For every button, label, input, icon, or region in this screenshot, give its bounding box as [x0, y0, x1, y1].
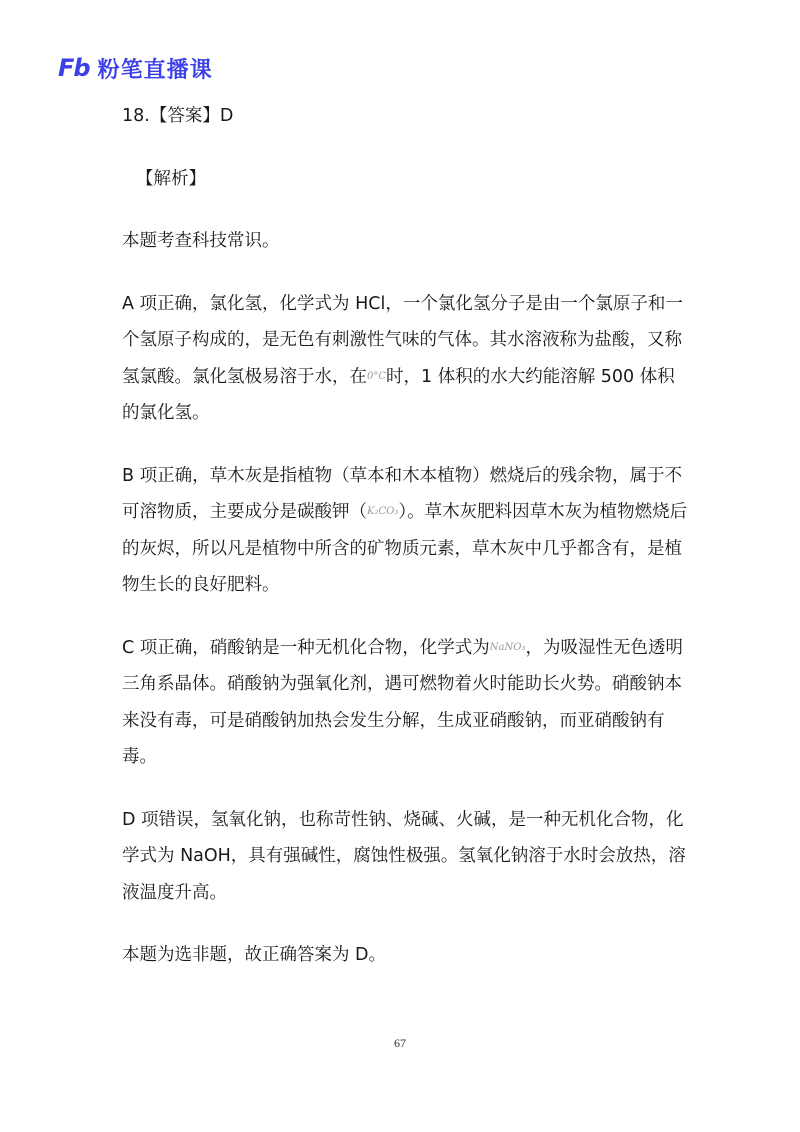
page-number: 67	[394, 1036, 406, 1050]
temperature-formula: 0°C	[367, 370, 387, 382]
option-b-text-1: B 项正确，草木灰是指植物（草本和木本植物）燃烧后的残余物，属于不可溶物质，主要成分是碳酸钾（	[122, 465, 683, 522]
conclusion-text: 本题为选非题，故正确答案为 D。	[122, 945, 387, 965]
option-b-text-2: ）。草木灰肥料因草木灰为植物燃烧后的灰烬，所以凡是植物中所含的矿物质元素，草木灰中几乎都含有，是植物生长的良好肥料。	[122, 502, 688, 595]
fb-logo-icon: Fb	[58, 54, 90, 82]
intro-text: 本题考查科技常识。	[122, 231, 280, 251]
option-a-text-1: A 项正确，氯化氢，化学式为 HCl，一个氯化氢分子是由一个氯原子和一个氢原子构成的，是无色有刺激性气味的气体。其水溶液称为盐酸，又称氢氯酸。氯化氢极易溶于水，在	[122, 293, 683, 387]
k2co3-formula: K₂CO₃	[367, 506, 399, 517]
brand-logo	[58, 50, 213, 86]
document-body	[122, 98, 692, 974]
option-c-paragraph	[122, 630, 692, 776]
option-b-paragraph	[122, 458, 692, 604]
option-d-paragraph: D 项错误，氢氧化钠，也称苛性钠、烧碱、火碱，是一种无机化合物，化学式为 NaOH，具有强碱性，腐蚀性极强。氢氧化钠溶于水时会放热，溶液温度升高。	[122, 809, 686, 903]
option-a-text-2: 时，1 体积的水大约能溶解 500 体积的氯化氢。	[122, 366, 675, 423]
option-c-text-1: C 项正确，硝酸钠是一种无机化合物，化学式为	[122, 637, 490, 658]
brand-name: 粉笔直播课	[97, 57, 213, 83]
option-c-text-2: ，为吸湿性无色透明三角系晶体。硝酸钠为强氧化剂，遇可燃物着火时能助长火势。硝酸钠本来没有毒，可是硝酸钠加热会发生分解，生成亚硝酸钠，而亚硝酸钠有毒。	[122, 637, 683, 767]
answer-line: 18.【答案】D	[122, 106, 234, 126]
option-a-paragraph	[122, 286, 692, 432]
analysis-label: 【解析】	[136, 168, 206, 189]
nano3-formula: NaNO₃	[489, 641, 526, 653]
